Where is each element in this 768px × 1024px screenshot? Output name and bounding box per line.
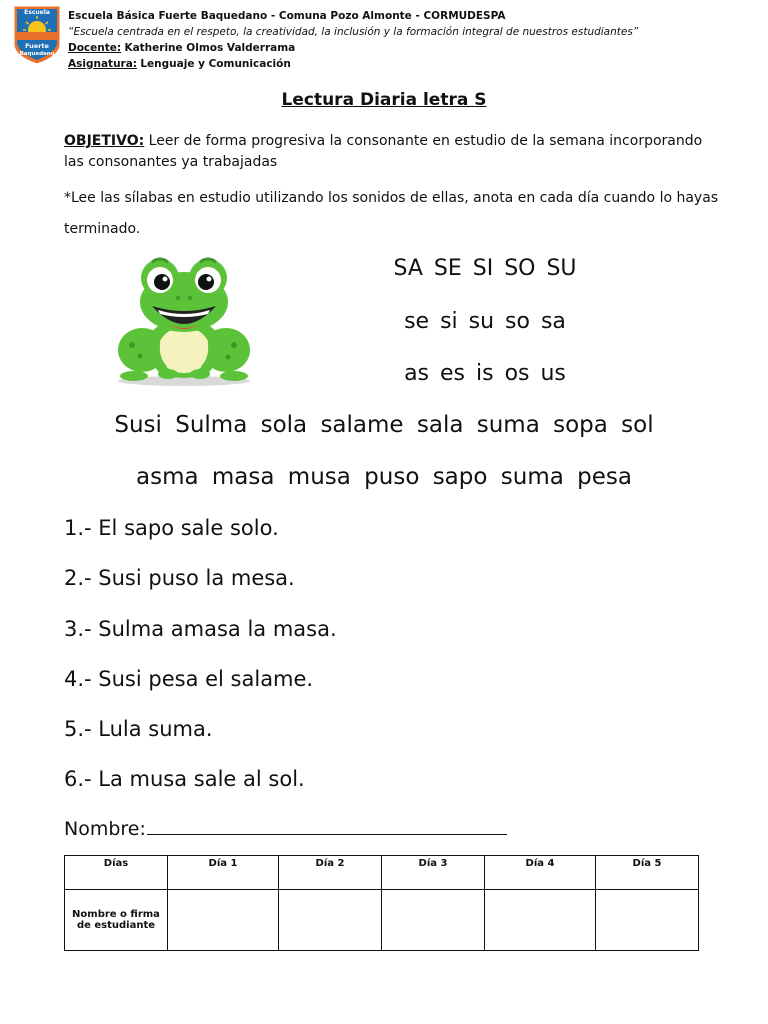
day-2-cell[interactable] [279,890,382,951]
table-header-cell: Día 4 [485,856,596,890]
teacher-line [68,40,638,56]
logo-name-line1: Fuerte [25,42,49,50]
objective-text: Leer de forma progresiva la consonante en estudio de la semana incorporando las consonantes ya trabajadas [64,133,703,170]
objective-label: OBJETIVO: [64,133,145,149]
table-header-cell: Día 1 [168,856,279,890]
day-4-cell[interactable] [485,890,596,951]
sentence-2: 2.- Susi puso la mesa. [64,566,295,590]
frog-illustration [112,250,257,390]
syllables-inverse: as es is os us [404,361,566,386]
school-logo [12,4,62,66]
instruction: *Lee las sílabas en estudio utilizando los sonidos de ellas, anota en cada día cuando lo hayas terminado. [64,190,719,237]
sentence-3: 3.- Sulma amasa la masa. [64,617,337,641]
page-title: Lectura Diaria letra S [281,90,487,110]
syllables-upper: SA SE SI SO SU [393,256,577,281]
subject-line [68,56,638,72]
name-field [64,816,507,840]
teacher-name: Katherine Olmos Valderrama [124,42,296,54]
days-table [64,855,699,951]
sentence-1: 1.- El sapo sale solo. [64,516,279,540]
objective [64,131,704,173]
row-label: Nombre o firma de estudiante [65,890,168,951]
subject-name: Lenguaje y Comunicación [140,58,291,70]
logo-name-line2: Baquedano [19,51,55,57]
subject-label: Asignatura: [68,58,138,70]
school-name: Escuela Básica Fuerte Baquedano - Comuna Pozo Almonte - CORMUDESPA [68,10,506,22]
table-header-cell: Días [65,856,168,890]
school-motto: “Escuela centrada en el respeto, la creatividad, la inclusión y la formación integral de nuestros estudiantes” [68,26,639,38]
name-blank-line[interactable] [147,816,507,835]
word-line-2: asma masa musa puso sapo suma pesa [136,464,632,490]
day-3-cell[interactable] [382,890,485,951]
table-header-cell: Día 3 [382,856,485,890]
table-header-cell: Día 2 [279,856,382,890]
day-1-cell[interactable] [168,890,279,951]
syllables-lower: se si su so sa [404,309,566,334]
logo-top-text: Escuela [24,9,50,16]
day-5-cell[interactable] [596,890,699,951]
word-line-1: Susi Sulma sola salame sala suma sopa sol [114,412,654,438]
school-header [68,8,638,72]
table-header-row [65,856,699,890]
sentence-5: 5.- Lula suma. [64,717,213,741]
sentence-6: 6.- La musa sale al sol. [64,767,305,791]
table-header-cell: Día 5 [596,856,699,890]
sentence-4: 4.- Susi pesa el salame. [64,667,314,691]
name-label: Nombre: [64,818,146,840]
teacher-label: Docente: [68,42,122,54]
table-row [65,890,699,951]
